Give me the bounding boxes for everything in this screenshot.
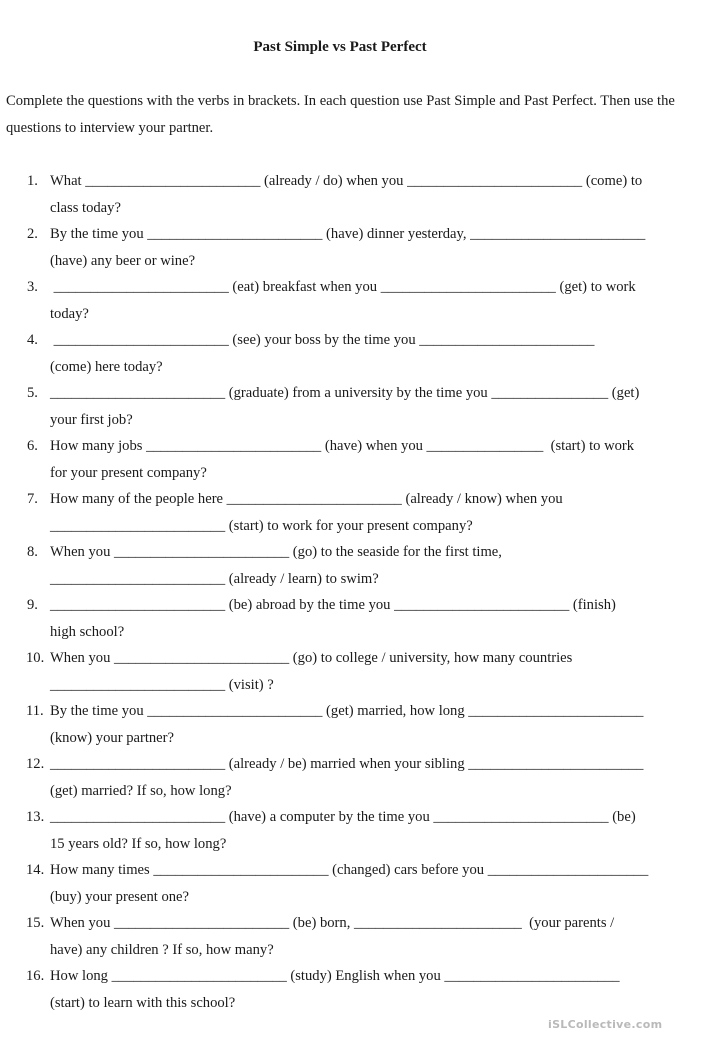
question-text-line2: for your present company? <box>50 464 207 481</box>
question-number: 4. <box>27 332 38 348</box>
question-text-line2: your first job? <box>50 411 133 428</box>
watermark: iSLCollective.com <box>548 1018 663 1031</box>
question-number: 2. <box>27 226 38 242</box>
question-text-line1: How many of the people here ________________________ (already / know) when you <box>50 491 563 507</box>
question-text-line1: ________________________ (already / be) married when your sibling ________________________ <box>50 756 644 772</box>
question-text-line2: have) any children ? If so, how many? <box>50 941 274 958</box>
question-text-line1: How many times ________________________ (changed) cars before you ______________________ <box>50 862 649 878</box>
page-title: Past Simple vs Past Perfect <box>253 39 427 55</box>
instructions: Complete the questions with the verbs in brackets. In each question use Past Simple and Past Perfect. Then use the questions to interview your partner. <box>6 93 675 136</box>
question-text-line1: By the time you ________________________ (get) married, how long ________________________ <box>50 703 644 719</box>
question-text-line1: When you ________________________ (be) born, _______________________ (your parents / <box>50 915 615 931</box>
question-text-line1: How long ________________________ (study) English when you ________________________ <box>50 968 620 984</box>
question-number: 8. <box>27 544 38 560</box>
question-number: 16. <box>26 968 45 984</box>
question-text-line1: What ________________________ (already / do) when you ________________________ (come) to <box>50 173 643 189</box>
question-number: 3. <box>27 279 38 295</box>
question-number: 14. <box>26 862 45 878</box>
question-number: 15. <box>26 915 45 931</box>
question-number: 11. <box>26 703 44 719</box>
question-text-line1: ________________________ (graduate) from a university by the time you ________________ (get) <box>50 385 640 401</box>
question-text-line2: today? <box>50 305 89 322</box>
question-number: 9. <box>27 597 38 613</box>
question-text-line1: ________________________ (eat) breakfast when you ________________________ (get) to work <box>50 279 636 295</box>
question-number: 6. <box>27 438 38 454</box>
question-text-line2: class today? <box>50 199 121 216</box>
question-number: 1. <box>27 173 38 189</box>
question-number: 10. <box>26 650 45 666</box>
question-text-line2: ________________________ (visit) ? <box>50 676 274 693</box>
question-text-line1: ________________________ (see) your boss by the time you ________________________ <box>50 332 595 348</box>
question-number: 12. <box>26 756 45 772</box>
question-text-line1: When you ________________________ (go) to the seaside for the first time, <box>50 544 502 560</box>
question-text-line1: ________________________ (have) a computer by the time you ________________________ (be) <box>50 809 636 825</box>
question-text-line2: (get) married? If so, how long? <box>50 782 232 799</box>
question-text-line1: By the time you ________________________ (have) dinner yesterday, ________________________ <box>50 226 646 242</box>
question-text-line2: ________________________ (start) to work for your present company? <box>50 517 473 534</box>
question-number: 13. <box>26 809 45 825</box>
question-text-line1: When you ________________________ (go) to college / university, how many countries <box>50 650 573 666</box>
question-text-line2: (start) to learn with this school? <box>50 994 236 1011</box>
question-number: 5. <box>27 385 38 401</box>
question-text-line2: 15 years old? If so, how long? <box>50 835 227 852</box>
question-text-line2: ________________________ (already / learn) to swim? <box>50 570 379 587</box>
question-text-line2: (buy) your present one? <box>50 888 189 905</box>
question-text-line1: ________________________ (be) abroad by the time you ________________________ (finish) <box>50 597 616 613</box>
question-text-line2: (know) your partner? <box>50 729 174 746</box>
question-text-line2: (have) any beer or wine? <box>50 252 196 269</box>
question-text-line2: high school? <box>50 623 125 640</box>
question-text-line1: How many jobs ________________________ (have) when you ________________ (start) to work <box>50 438 635 454</box>
question-number: 7. <box>27 491 38 507</box>
question-text-line2: (come) here today? <box>50 358 163 375</box>
